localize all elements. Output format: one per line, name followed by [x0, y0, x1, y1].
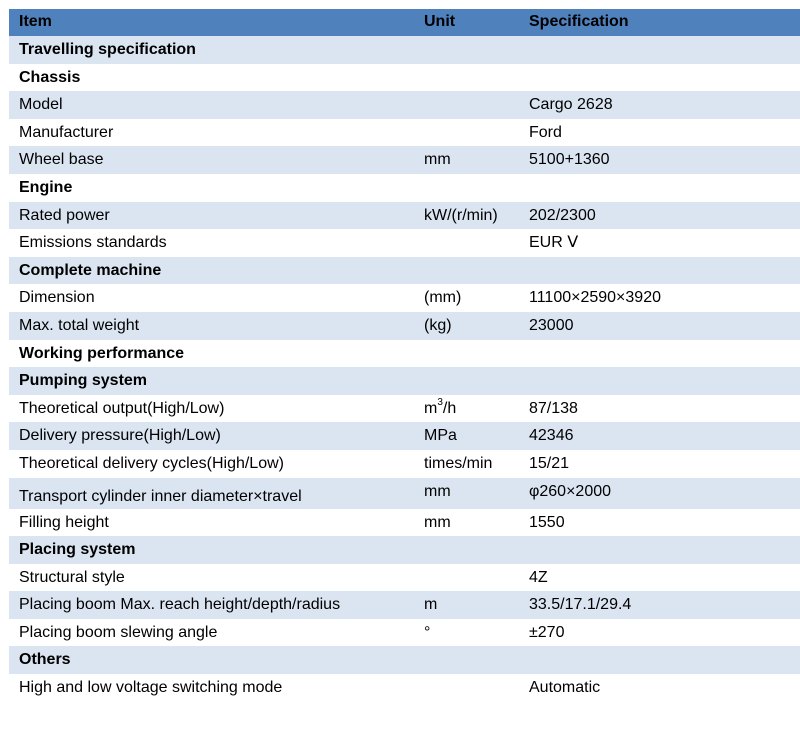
row-unit	[414, 174, 519, 202]
row-item: Working performance	[19, 344, 185, 362]
row-specification: Cargo 2628	[519, 91, 800, 119]
row-unit	[414, 340, 519, 368]
row-item: Placing system	[9, 536, 414, 564]
table-row	[9, 284, 800, 312]
row-item: Max. total weight	[9, 312, 414, 340]
table-row	[9, 564, 800, 592]
row-unit: mm	[424, 513, 451, 531]
row-item: Placing boom Max. reach height/depth/radius	[9, 591, 414, 619]
section-row	[9, 536, 800, 564]
unit-superscript: 3	[437, 397, 443, 409]
row-item: Transport cylinder inner diameter×travel	[9, 478, 414, 509]
row-specification	[519, 64, 800, 92]
section-row	[9, 367, 800, 395]
table-row	[9, 478, 800, 509]
row-unit	[414, 367, 519, 395]
table-row	[9, 312, 800, 340]
row-specification	[519, 340, 800, 368]
row-specification: 4Z	[529, 568, 548, 586]
row-unit: m	[414, 591, 519, 619]
row-specification: 5100+1360	[519, 146, 800, 174]
table-row	[9, 202, 800, 230]
header-item: Item	[9, 9, 414, 36]
table-row	[9, 146, 800, 174]
section-row	[9, 36, 800, 64]
table-row	[9, 422, 800, 450]
row-specification	[519, 367, 800, 395]
row-specification: ±270	[529, 623, 565, 641]
row-specification: EUR Ⅴ	[529, 234, 579, 252]
row-specification: 15/21	[529, 454, 570, 472]
row-unit	[414, 91, 519, 119]
section-row	[9, 64, 800, 92]
row-item: Filling height	[19, 513, 109, 531]
row-unit: times/min	[424, 454, 493, 472]
row-item: Dimension	[19, 289, 95, 307]
row-unit	[414, 229, 519, 257]
row-item: Rated power	[9, 202, 414, 230]
header-unit: Unit	[414, 9, 519, 36]
row-specification: 42346	[519, 422, 800, 450]
row-specification	[519, 257, 800, 285]
row-specification: 33.5/17.1/29.4	[519, 591, 800, 619]
row-unit: (mm)	[424, 289, 462, 307]
row-item: Placing boom slewing angle	[19, 623, 218, 641]
row-unit	[414, 646, 519, 674]
row-item: Theoretical delivery cycles(High/Low)	[19, 454, 284, 472]
row-unit: kW/(r/min)	[414, 202, 519, 230]
row-item: Pumping system	[9, 367, 414, 395]
table-row	[9, 674, 800, 702]
row-specification: 23000	[519, 312, 800, 340]
row-unit	[414, 564, 519, 592]
row-specification: 11100×2590×3920	[529, 289, 661, 307]
row-unit	[414, 674, 519, 702]
row-item: Others	[9, 646, 414, 674]
row-item: High and low voltage switching mode	[19, 679, 283, 697]
unit-base: m	[424, 399, 438, 417]
row-unit: mm	[414, 146, 519, 174]
row-unit: °	[424, 623, 431, 641]
row-item: Engine	[19, 178, 73, 196]
row-specification: Ford	[529, 123, 562, 141]
unit-tail: /h	[442, 399, 457, 417]
row-item: Delivery pressure(High/Low)	[9, 422, 414, 450]
row-item: Theoretical output(High/Low)	[19, 399, 225, 417]
row-item: Emissions standards	[19, 234, 167, 252]
specification-table	[9, 9, 800, 702]
row-unit	[414, 119, 519, 147]
header-specification: Specification	[519, 9, 800, 36]
row-item: Manufacturer	[19, 123, 114, 141]
section-row	[9, 646, 800, 674]
row-specification	[519, 36, 800, 64]
row-unit	[414, 536, 519, 564]
row-specification	[519, 174, 800, 202]
table-row	[9, 450, 800, 478]
row-unit	[414, 395, 519, 423]
row-specification: Automatic	[529, 679, 601, 697]
row-specification: 1550	[529, 513, 565, 531]
row-item: Wheel base	[9, 146, 414, 174]
row-unit	[414, 36, 519, 64]
row-unit: mm	[414, 478, 519, 509]
row-specification	[519, 646, 800, 674]
row-item: Structural style	[19, 568, 125, 586]
table-row	[9, 229, 800, 257]
row-specification: 202/2300	[519, 202, 800, 230]
row-unit: (kg)	[414, 312, 519, 340]
table-row	[9, 119, 800, 147]
row-item: Chassis	[19, 68, 81, 86]
row-specification: 87/138	[529, 399, 578, 417]
row-unit	[414, 64, 519, 92]
section-row	[9, 340, 800, 368]
row-item: Travelling specification	[9, 36, 414, 64]
table-header	[9, 9, 800, 36]
row-unit: MPa	[414, 422, 519, 450]
row-specification	[519, 536, 800, 564]
table-row	[9, 509, 800, 537]
table-row	[9, 619, 800, 647]
table-body	[9, 36, 800, 702]
table-row	[9, 591, 800, 619]
header-row	[9, 9, 800, 36]
row-item: Model	[9, 91, 414, 119]
row-specification: φ260×2000	[519, 478, 800, 509]
table-row	[9, 91, 800, 119]
section-row	[9, 257, 800, 285]
section-row	[9, 174, 800, 202]
row-unit	[414, 257, 519, 285]
row-item: Complete machine	[9, 257, 414, 285]
table-row	[9, 395, 800, 423]
